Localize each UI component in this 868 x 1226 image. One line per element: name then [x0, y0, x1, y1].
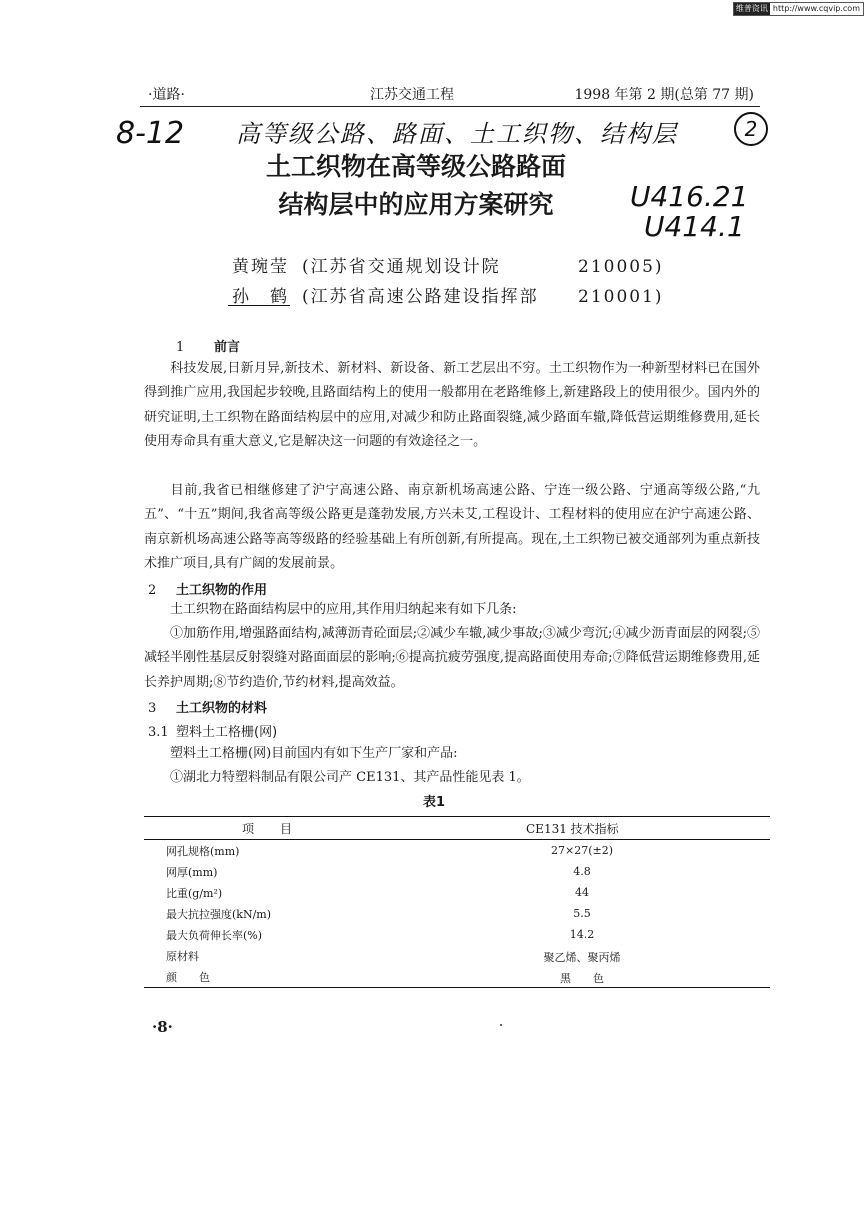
scan-speck	[500, 1024, 502, 1026]
table-caption: 表1	[422, 795, 446, 810]
author-row	[232, 252, 664, 277]
page-number: ·8·	[152, 1018, 173, 1036]
paragraph-text: 科技发展,日新月异,新技术、新材料、新设备、新工艺层出不穷。土工织物作为一种新型材料已在国外得到推广应用,我国起步较晚,且路面结构上的使用一般都用在老路维修上,新建路段上的使用很少。国内外的研究证明,土工织物在路面结构层中的应用,对减少和防止路面裂缝,减少路面车辙,降低营运期维修费用,延长使用寿命具有重大意义,它是解决这一问题的有效途径之一。	[144, 361, 760, 450]
table-cell-item: 网厚(mm)	[166, 866, 218, 879]
table-row	[144, 966, 770, 987]
table-cell-item: 网孔规格(mm)	[166, 845, 240, 858]
spec-table	[144, 816, 770, 988]
table-cell-value: 44	[575, 886, 589, 899]
table-cell-item: 原材料	[166, 950, 199, 963]
article-title-line-1: 土工织物在高等级公路路面	[265, 152, 566, 181]
table-header-item: 项目	[242, 822, 319, 836]
table-rule-bottom	[144, 987, 770, 988]
article-title-line-2: 结构层中的应用方案研究	[278, 190, 554, 219]
paragraph	[144, 479, 760, 577]
author-affiliation: (江苏省交通规划设计院	[302, 257, 501, 277]
paragraph	[144, 357, 760, 455]
section-number: 2	[148, 583, 157, 598]
paragraph-text: 目前,我省已相继修建了沪宁高速公路、南京新机场高速公路、宁连一级公路、宁通高等级公路,“九五”、“十五”期间,我省高等级公路更是蓬勃发展,方兴未艾,工程设计、工程材料的使用应在沪宁高速公路、南京新机场高速公路等高等级路的经验基础上有所创新,有所提高。现在,土工织物已被交通部列为重点新技术推广项目,具有广阔的发展前景。	[144, 483, 760, 572]
subsection-heading-3-1	[148, 721, 277, 740]
section-heading-2	[148, 579, 267, 598]
section-heading-1	[176, 336, 240, 355]
author-name: 孙 鹤	[232, 287, 289, 307]
table-cell-item: 最大负荷伸长率(%)	[166, 929, 263, 942]
table-row	[144, 840, 770, 861]
table-cell-item: 比重(g/m²)	[166, 887, 223, 900]
table-cell-item: 最大抗拉强度(kN/m)	[166, 908, 272, 921]
paragraph	[144, 622, 760, 695]
author-zip: 210001)	[578, 287, 664, 307]
table-cell-item: 颜 色	[166, 971, 210, 984]
section-heading-3	[148, 697, 267, 716]
section-title: 土工织物的材料	[176, 701, 268, 716]
table-row	[144, 882, 770, 903]
paragraph-text: ①湖北力特塑料制品有限公司产 CE131、其产品性能见表 1。	[170, 770, 530, 785]
table-cell-value: 27×27(±2)	[550, 844, 613, 857]
section-title: 土工织物的作用	[176, 583, 268, 598]
author-zip: 210005)	[578, 257, 664, 277]
handwritten-class-code-1: U416.21	[630, 180, 749, 213]
author-name: 黄琬莹	[232, 257, 289, 277]
author-row	[232, 282, 664, 307]
table-row	[144, 924, 770, 945]
table-cell-value: 14.2	[569, 928, 595, 941]
header-rule	[140, 106, 760, 107]
watermark-name: 维普资讯	[735, 4, 768, 13]
paragraph-text: 塑料土工格栅(网)目前国内有如下生产厂家和产品:	[170, 746, 458, 761]
paragraph	[144, 766, 760, 790]
table-cell-value: 黑 色	[560, 972, 604, 985]
paragraph	[144, 598, 760, 622]
section-number: 3	[148, 701, 157, 716]
header-section: ·道路·	[148, 87, 185, 103]
handwritten-underline	[228, 305, 290, 306]
author-affiliation: (江苏省高速公路建设指挥部	[302, 287, 539, 307]
paragraph-text: 土工织物在路面结构层中的应用,其作用归纳起来有如下几条:	[170, 602, 517, 617]
section-title: 前言	[214, 340, 241, 355]
section-number: 1	[176, 340, 185, 355]
watermark-url: http://www.cqvip.com	[772, 4, 860, 13]
header-issue: 1998 年第 2 期(总第 77 期)	[574, 87, 754, 103]
table-row	[144, 861, 770, 882]
handwritten-circled-number: 2	[734, 112, 768, 146]
section-number: 3.1	[148, 725, 169, 740]
table-row	[144, 945, 770, 966]
paragraph-text: ①加筋作用,增强路面结构,减薄沥青砼面层;②减少车辙,减少事故;③减少弯沉;④减少沥青面层的网裂;⑤减轻半刚性基层反射裂缝对路面面层的影响;⑥提高抗疲劳强度,提高路面使用寿命;⑦降低营运期维修费用,延长养护周期;⑧节约造价,节约材料,提高效益。	[144, 626, 760, 690]
handwritten-note-left: 8-12	[116, 116, 185, 151]
running-header	[148, 84, 754, 106]
table-cell-value: 聚乙烯、聚丙烯	[543, 951, 621, 964]
paragraph	[144, 742, 760, 766]
table-header-value: CE131 技术指标	[526, 822, 619, 836]
table-row	[144, 903, 770, 924]
table-cell-value: 4.8	[573, 865, 591, 878]
section-title: 塑料土工格栅(网)	[176, 725, 278, 740]
table-cell-value: 5.5	[573, 907, 591, 920]
handwritten-class-code-2: U414.1	[644, 210, 745, 243]
handwritten-keywords: 高等级公路、路面、土工织物、结构层	[236, 120, 678, 148]
header-journal: 江苏交通工程	[370, 87, 454, 103]
table-header-row	[144, 817, 770, 839]
watermark-badge	[733, 2, 864, 16]
